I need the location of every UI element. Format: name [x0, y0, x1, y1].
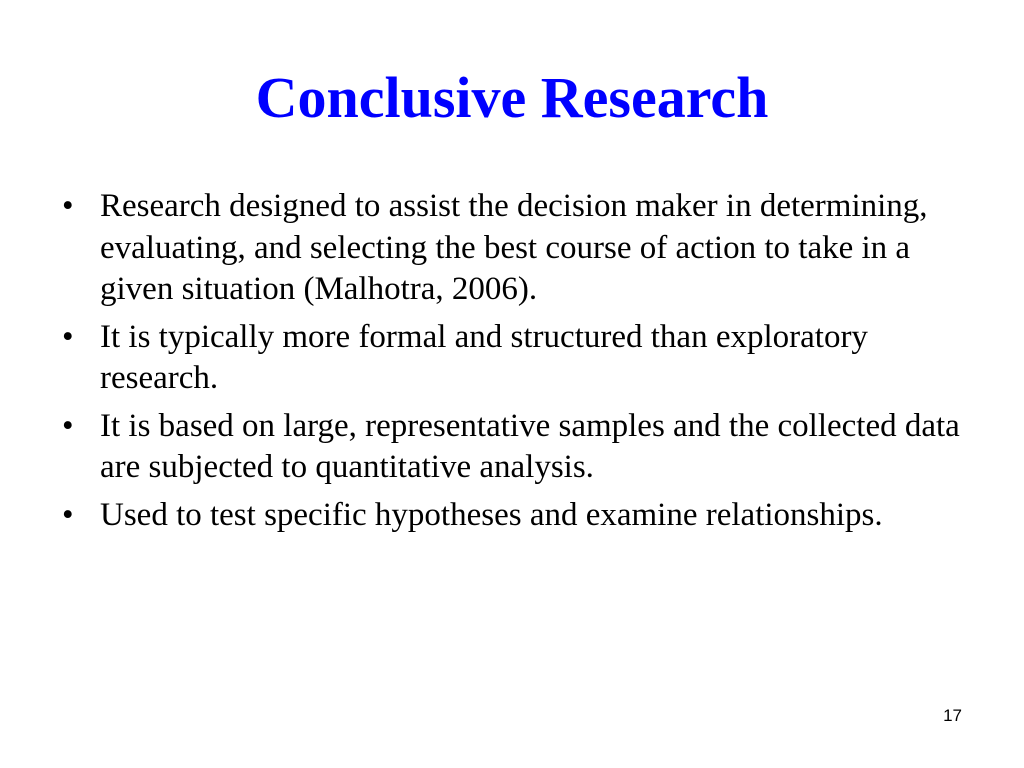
bullet-text: It is based on large, representative samples and the collected data are subjected to quantitative analysis.	[100, 407, 960, 485]
bullet-item	[62, 495, 967, 537]
bullet-text: Used to test specific hypotheses and examine relationships.	[100, 496, 883, 533]
bullet-icon: •	[62, 318, 74, 355]
page-number: 17	[943, 706, 962, 725]
bullet-icon: •	[62, 496, 74, 533]
bullet-item	[62, 317, 967, 400]
bullet-list	[62, 186, 967, 542]
bullet-item	[62, 186, 967, 311]
slide-title: Conclusive Research	[255, 65, 769, 130]
bullet-item	[62, 406, 967, 489]
bullet-icon: •	[62, 407, 74, 444]
bullet-text: Research designed to assist the decision maker in determining, evaluating, and selecting the best course of action to take in a given situation (Malhotra, 2006).	[100, 188, 928, 307]
bullet-icon: •	[62, 188, 74, 224]
bullet-text: It is typically more formal and structured than exploratory research.	[100, 318, 868, 396]
